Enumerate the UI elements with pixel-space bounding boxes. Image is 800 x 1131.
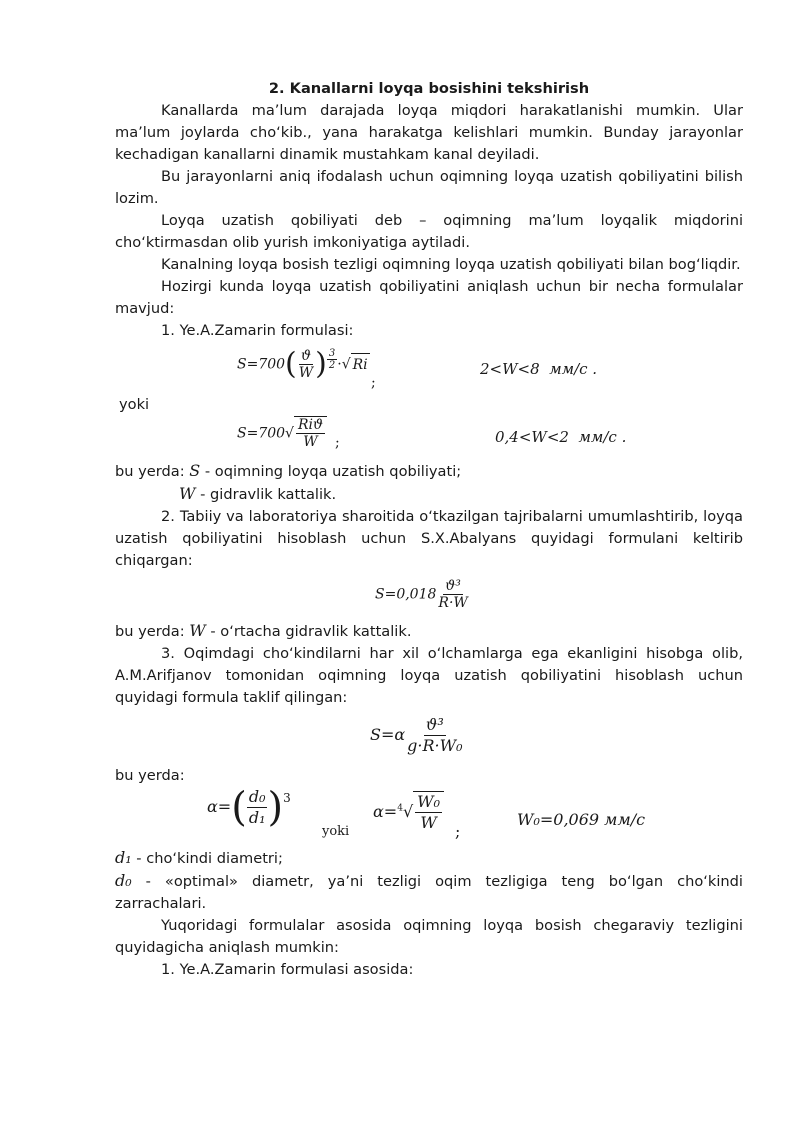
section-title: 2. Kanallarni loyqa bosishini tekshirish xyxy=(268,80,590,97)
list-item-zamarin-2: 1. Ye.A.Zamarin formulasi asosida: xyxy=(161,961,414,978)
definition-w: W - gidravlik kattalik. xyxy=(179,484,337,503)
paragraph-abalyans: 2. Tabiiy va laboratoriya sharoitida o‘tkazilgan tajribalarni umumlashtirib, loyqa uzatish qobiliyatini hisoblash uchun S.X.Abalyans quyidagi formulani keltirib chiqargan: xyxy=(115,508,743,569)
formula-zamarin-1: S=700( $\frac{ϑ}{W}$ ) $\frac{3}{2}$ ·√ Ri ; 2<W<8 мм/с . xyxy=(115,342,743,394)
formula-abalyans: S=0,018 $\frac{\text{ϑ³}}{R\cdot W}$ xyxy=(375,578,468,611)
formula-zamarin-2: S=700√ $\frac{\text{Riϑ}}{W}$ ; 0,4<W<2 мм/с . xyxy=(237,417,627,451)
yoki-label: yoki xyxy=(119,396,150,413)
paragraph-2: Bu jarayonlarni aniq ifodalash uchun oqimning loyqa uzatish qobiliyatini bilish lozim. xyxy=(115,168,743,207)
definition-d1: d₁ - cho‘kindi diametri; xyxy=(115,848,283,867)
bu-yerda-label: bu yerda: xyxy=(115,767,185,784)
paragraph-1: Kanallarda ma’lum darajada loyqa miqdori harakatlanishi mumkin. Ular ma’lum joylarda cho‘kib., yana harakatga kelishlari mumkin. Bunday jarayonlar kechadigan kanallarni dinamik mustahkam kanal deyiladi. xyxy=(115,102,743,163)
list-item-zamarin: 1. Ye.A.Zamarin formulasi: xyxy=(161,322,354,339)
formula-alpha-row: α=( $\frac{\text{d₀}}{\text{d₁}}$ )$^3$ yoki α=$^4$√ $\frac{\text{W₀}}{W}$ ; W₀=0,069 мм/с xyxy=(207,784,646,841)
semicolon: ; xyxy=(371,375,376,391)
definition-w2: bu yerda: W - o‘rtacha gidravlik kattalik. xyxy=(115,621,412,640)
paragraph-6: Yuqoridagi formulalar asosida oqimning loyqa bosish chegaraviy tezligini quyidagicha aniqlash mumkin: xyxy=(115,917,743,956)
document-page xyxy=(115,78,743,981)
paragraph-arifjanov: 3. Oqimdagi cho‘kindilarni har xil o‘lchamlarga ega ekanligini hisobga olib, A.M.Arifjanov tomonidan oqimning loyqa uzatish qobiliyatini hisoblash uchun quyidagi formula taklif qilingan: xyxy=(115,645,743,706)
definition-s: bu yerda: S - oqimning loyqa uzatish qobiliyati; xyxy=(115,461,462,480)
formula-arifjanov: S=α $\frac{\text{ϑ³}}{\text{g·R·W₀}}$ xyxy=(370,715,463,755)
paragraph-5: Hozirgi kunda loyqa uzatish qobiliyatini aniqlash uchun bir necha formulalar mavjud: xyxy=(115,278,743,317)
paragraph-3: Loyqa uzatish qobiliyati deb – oqimning ma’lum loyqalik miqdorini cho‘ktirmasdan olib yurish imkoniyatiga aytiladi. xyxy=(115,212,743,251)
paragraph-4: Kanalning loyqa bosish tezligi oqimning loyqa uzatish qobiliyati bilan bog‘liqdir. xyxy=(161,256,741,273)
definition-d0: d₀ - «optimal» diametr, ya’ni tezligi oqim tezligiga teng bo‘lgan cho‘kindi zarrachalari. xyxy=(115,871,743,912)
